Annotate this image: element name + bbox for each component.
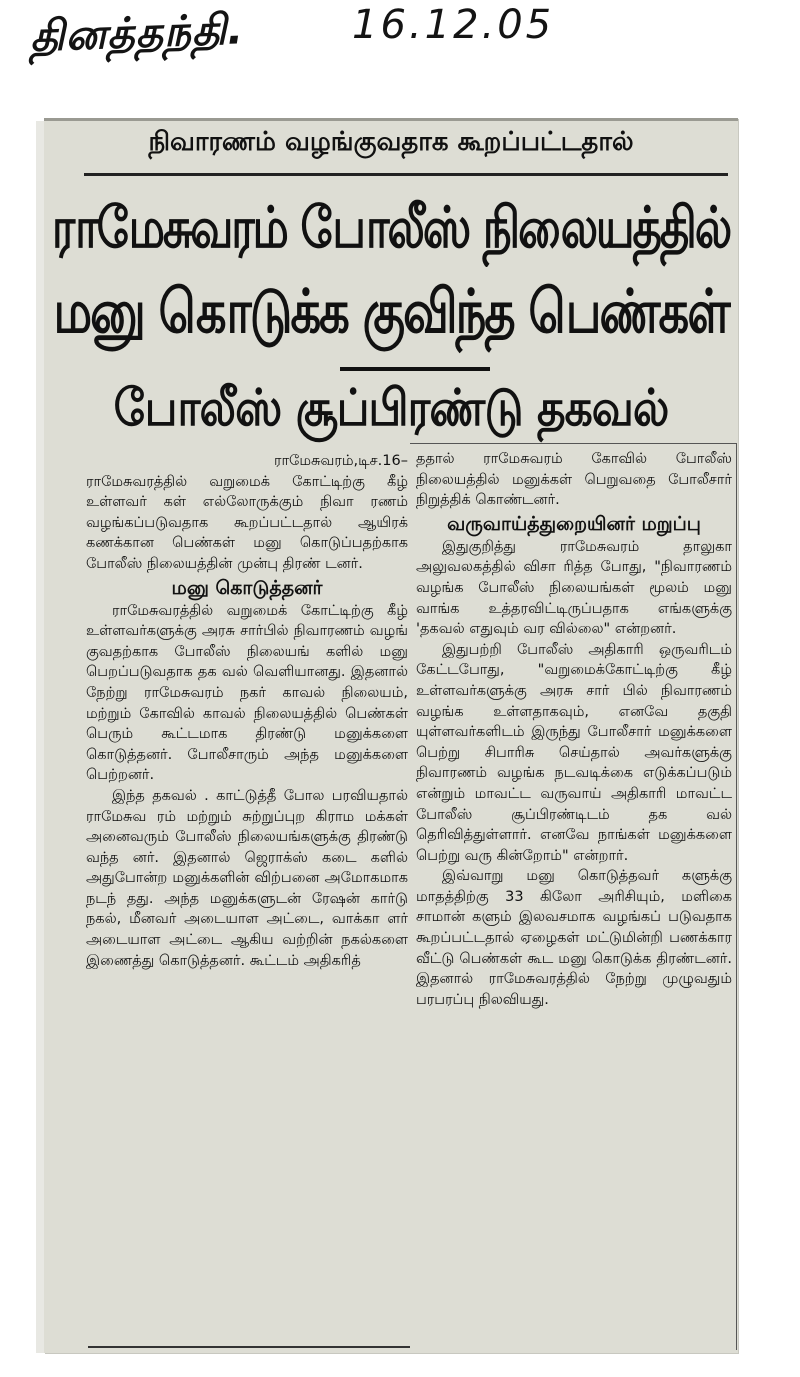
paragraph-4: ததால் ராமேசுவரம் கோவில் போலீஸ் நிலையத்தில் மனுக்கள் பெறுவதை போலீசார் நிறுத்திக் கொண்டனர்.: [416, 451, 732, 509]
paragraph-6: இதுபற்றி போலீஸ் அதிகாரி ஒருவரிடம் கேட்டபோது, "வறுமைக்கோட்டிற்கு கீழ் உள்ளவர்களுக்கு அரசு சார் பில் நிவாரணம் வழங்க உள்ளதாகவும், எனவே தகுதி யுள்ளவர்களிடம் இருந்து போலீசார் மனுக்களை பெற்று சிபாரிசு செய்தால் அவர்களுக்கு நிவாரணம் வழங்க நடவடிக்கை எடுக்கப்படும் என்றும் மாவட்ட வருவாய் அதிகாரி மாவட்ட போலீஸ் சூப்பிரண்டிடம் தக வல் தெரிவித்துள்ளார். எனவே நாங்கள் மனுக்களை பெற்று வரு கின்றோம்" என்றார்.: [416, 641, 732, 864]
article-right-column: [416, 449, 732, 1010]
handwritten-newspaper-name: தினத்தந்தி.: [29, 4, 245, 61]
paragraph-7: இவ்வாறு மனு கொடுத்தவர் களுக்கு மாதத்திற்கு 33 கிலோ அரிசியும், மளிகை சாமான் களும் இலவசமாக வழங்கப் படுவதாக கூறப்பட்டதால் ஏழைகள் மட்டுமின்றி பணக்கார வீட்டு பெண்கள் கூட மனு கொடுக்க திரண்டனர். இதனால் ராமேசுவரத்தில் நேற்று முழுவதும் பரபரப்பு நிலவியது.: [416, 868, 732, 1008]
paragraph-2: ராமேசுவரத்தில் வறுமைக் கோட்டிற்கு கீழ் உள்ளவர்களுக்கு அரசு சார்பில் நிவாரணம் வழங் குவதற்காக போலீஸ் நிலையங் களில் மனு பெறப்படுவதாக தக வல் வெளியானது. இதனால் நேற்று ராமேசுவரம் நகர் காவல் நிலையம், மற்றும் கோவில் காவல் நிலையத்தில் பெண்கள் பெரும் கூட்டமாக திரண்டு மனுக்களை கொடுத்தனர். போலீசாரும் அந்த மனுக்களை பெற்றனர்.: [86, 602, 408, 784]
subheadline: போலீஸ் சூப்பிரண்டு தகவல்: [113, 379, 669, 438]
headline-line-1: ராமேசுவரம் போலீஸ் நிலையத்தில்: [51, 194, 731, 261]
section-heading-1: மனு கொடுத்தனர்: [171, 576, 323, 599]
paragraph-5: இதுகுறித்து ராமேசுவரம் தாலுகா அலுவலகத்தில் விசா ரித்த போது, "நிவாரணம் வழங்க போலீஸ் நிலையங்கள் மூலம் மனு வாங்க உத்தரவிட்டிருப்பதாக எங்களுக்கு 'தகவல் எதுவும் வர வில்லை" என்றனர்.: [416, 538, 732, 638]
paragraph-1: ராமேசுவரத்தில் வறுமைக் கோட்டிற்கு கீழ் உள்ளவர் கள் எல்லோருக்கும் நிவா ரணம் வழங்கப்படுவதாக கூறப்பட்டதால் ஆயிரக் கணக்கான பெண்கள் மனு கொடுப்பதற்காக போலீஸ் நிலையத்தின் முன்பு திரண் டனர்.: [86, 473, 408, 572]
section-heading-2: வருவாய்த்துறையினர் மறுப்பு: [447, 512, 701, 535]
paragraph-3: இந்த தகவல் . காட்டுத்தீ போல பரவியதால் ராமேசுவ ரம் மற்றும் சுற்றுப்புற கிராம மக்கள் அனைவரும் போலீஸ் நிலையங்களுக்கு திரண்டு வந்த னர். இதனால் ஜெராக்ஸ் கடை களில் அதுபோன்ற மனுக்களின் விற்பனை அமோகமாக நடந் தது. அந்த மனுக்களுடன் ரேஷன் கார்டு நகல், மீனவர் அடையாள அட்டை, வாக்கா ளர் அடையாள அட்டை ஆகிய வற்றின் நகல்களை இணைத்து கொடுத்தனர். கூட்டம் அதிகரித்: [86, 787, 408, 969]
column-bottom-rule: [88, 1346, 410, 1348]
headline-line-2: மனு கொடுக்க குவிந்த பெண்கள்: [53, 277, 729, 347]
newspaper-clipping: [44, 118, 738, 1353]
handwritten-date: 16.12.05: [352, 2, 555, 48]
article-left-column: [86, 451, 408, 971]
dateline: ராமேசுவரம்,டிச.16–: [273, 453, 408, 469]
kicker-headline: நிவாரணம் வழங்குவதாக கூறப்பட்டதால்: [148, 127, 634, 157]
kicker-rule: [84, 173, 728, 176]
headline-divider: [340, 367, 490, 371]
